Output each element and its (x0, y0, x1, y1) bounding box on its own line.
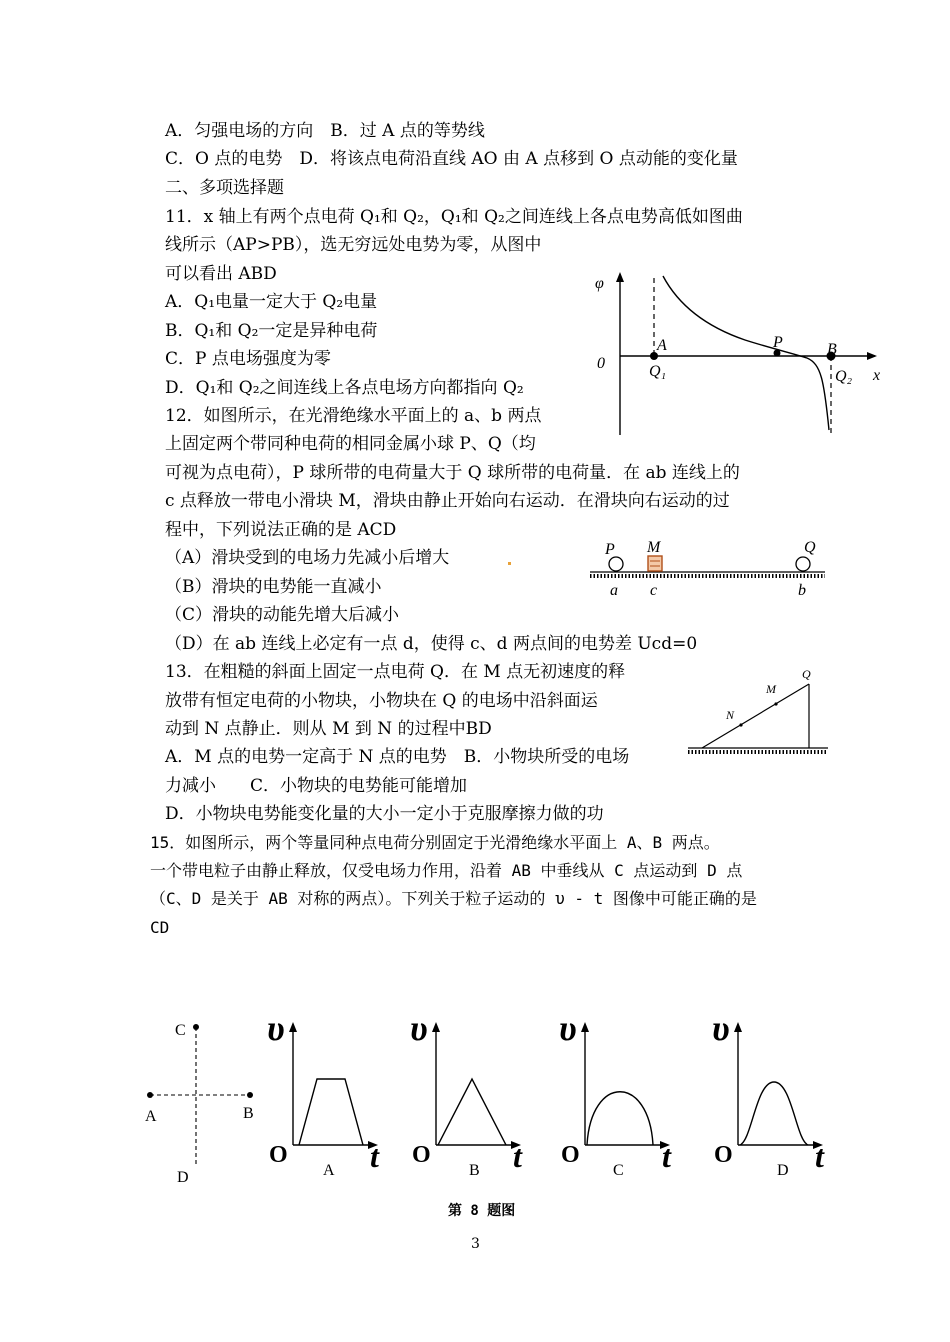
text-line: 力减小 C．小物块的电势能可能增加 (165, 776, 468, 796)
graph-label: D (777, 1162, 789, 1179)
text-line: 一个带电粒子由静止释放，仅受电场力作用，沿着 AB 中垂线从 C 点运动到 D 点 (150, 861, 743, 880)
label-a: A (657, 337, 667, 354)
charge-a (147, 1092, 153, 1098)
vt-curve (740, 1082, 808, 1145)
option-d: （D）在 ab 连线上必定有一点 d，使得 c、d 两点间的电势差 Ucd=0 (165, 634, 698, 654)
label-a: A (145, 1108, 157, 1125)
incline-surface (702, 684, 809, 748)
graph-label: A (323, 1162, 335, 1179)
v-axis-label: υ (267, 1008, 285, 1048)
potential-curve (663, 276, 829, 430)
origin-label: O (714, 1142, 733, 1168)
section-heading: 二、多项选择题 (165, 178, 284, 198)
graph-label: C (613, 1162, 624, 1179)
question-11-stem: 11．x 轴上有两个点电荷 Q₁和 Q₂，Q₁和 Q₂之间连线上各点电势高低如图曲 (165, 207, 743, 227)
vt-curve (438, 1079, 506, 1145)
label-q: Q (802, 667, 811, 681)
sphere-p (609, 557, 623, 571)
answer-line: 可以看出 ABD (165, 264, 277, 284)
label-c: C (175, 1022, 186, 1039)
question-12-stem: 12．如图所示，在光滑绝缘水平面上的 a、b 两点 (165, 406, 542, 426)
label-n: N (726, 708, 735, 722)
option-c: C．P 点电场强度为零 (165, 349, 331, 369)
question-15-stem: 15．如图所示，两个等量同种点电荷分别固定于光滑绝缘水平面上 A、B 两点。 (150, 833, 720, 852)
text-line: 可视为点电荷），P 球所带的电荷量大于 Q 球所带的电荷量．在 ab 连线上的 (165, 463, 740, 483)
potential-graph (585, 270, 885, 440)
vt-graph-b (408, 1008, 533, 1187)
incline-diagram (688, 664, 838, 764)
t-axis-label: t (370, 1138, 379, 1174)
t-axis-label: t (815, 1138, 824, 1174)
text-line: A．匀强电场的方向 B．过 A 点的等势线 (165, 121, 485, 141)
vt-curve (299, 1079, 363, 1145)
point-m (774, 702, 777, 705)
t-axis-label: t (662, 1138, 671, 1174)
question-13-stem: 13．在粗糙的斜面上固定一点电荷 Q．在 M 点无初速度的释 (165, 662, 626, 682)
label-q2: Q₂ (835, 368, 853, 385)
v-axis-arrow (289, 1022, 297, 1032)
text-line: 线所示（AP>PB），选无穷远处电势为零，从图中 (165, 235, 542, 255)
label-a: a (610, 582, 618, 599)
option-b: （B）滑块的电势能一直减小 (165, 577, 382, 597)
label-d: D (177, 1169, 189, 1186)
x-axis-arrow (867, 352, 877, 360)
origin-label: O (412, 1142, 431, 1168)
label-m: M (766, 682, 776, 696)
text-line: c 点释放一带电小滑块 M，滑块由静止开始向右运动．在滑块向右运动的过 (165, 491, 730, 511)
v-axis-arrow (734, 1022, 742, 1032)
graph-label: B (469, 1162, 480, 1179)
label-q: Q (804, 539, 816, 556)
x-label: x (873, 367, 881, 384)
text-line: （C、D 是关于 AB 对称的两点）。下列关于粒子运动的 υ - t 图像中可能正确的是 (150, 889, 757, 908)
answer-line: 程中，下列说法正确的是 ACD (165, 520, 397, 540)
page-number: 3 (471, 1236, 480, 1252)
v-axis-arrow (432, 1022, 440, 1032)
text-line: 上固定两个带同种电荷的相同金属小球 P、Q（均 (165, 434, 536, 454)
option-a: （A）滑块受到的电场力先减小后增大 (165, 548, 450, 568)
option-d: D．Q₁和 Q₂之间连线上各点电场方向都指向 Q₂ (165, 378, 524, 398)
option-b: B．Q₁和 Q₂一定是异种电荷 (165, 321, 378, 341)
charges-layout (140, 1015, 270, 1185)
answer-line: CD (150, 918, 170, 937)
label-b: B (243, 1105, 254, 1122)
vt-graph-a (265, 1008, 390, 1187)
label-c: c (650, 582, 658, 599)
label-p: P (605, 541, 615, 558)
label-m: M (647, 539, 661, 556)
origin-label: 0 (597, 355, 605, 372)
charge-b (247, 1092, 253, 1098)
text-line: 放带有恒定电荷的小物块，小物块在 Q 的电场中沿斜面运 (165, 691, 598, 711)
vt-graph-c (557, 1008, 682, 1187)
vt-graph-d (710, 1008, 835, 1187)
option-c: （C）滑块的动能先增大后减小 (165, 605, 400, 625)
text-line: C．O 点的电势 D．将该点电荷沿直线 AO 由 A 点移到 O 点动能的变化量 (165, 149, 738, 169)
v-axis-arrow (581, 1022, 589, 1032)
label-p: P (773, 334, 783, 351)
v-axis-label: υ (712, 1008, 730, 1048)
vt-curve (587, 1092, 653, 1145)
t-axis-label: t (513, 1138, 522, 1174)
label-b: b (798, 582, 806, 599)
y-axis-arrow (616, 272, 624, 282)
sphere-q (796, 557, 810, 571)
slider-block-m (648, 556, 662, 571)
option-d: D．小物块电势能变化量的大小一定小于克服摩擦力做的功 (165, 804, 604, 824)
origin-label: O (561, 1142, 580, 1168)
label-b: B (827, 341, 837, 358)
v-axis-label: υ (559, 1008, 577, 1048)
option-a: A．Q₁电量一定大于 Q₂电量 (165, 292, 378, 312)
answer-line: 动到 N 点静止．则从 M 到 N 的过程中BD (165, 719, 492, 739)
point-n (739, 723, 742, 726)
v-axis-label: υ (410, 1008, 428, 1048)
option-a: A．M 点的电势一定高于 N 点的电势 B．小物块所受的电场 (165, 747, 630, 767)
point-c (193, 1024, 199, 1030)
stray-mark (508, 562, 511, 565)
phi-label: φ (595, 275, 604, 292)
figure-caption: 第 8 题图 (448, 1203, 516, 1219)
origin-label: O (269, 1142, 288, 1168)
slider-diagram (590, 538, 830, 598)
label-q1: Q₁ (649, 363, 667, 380)
